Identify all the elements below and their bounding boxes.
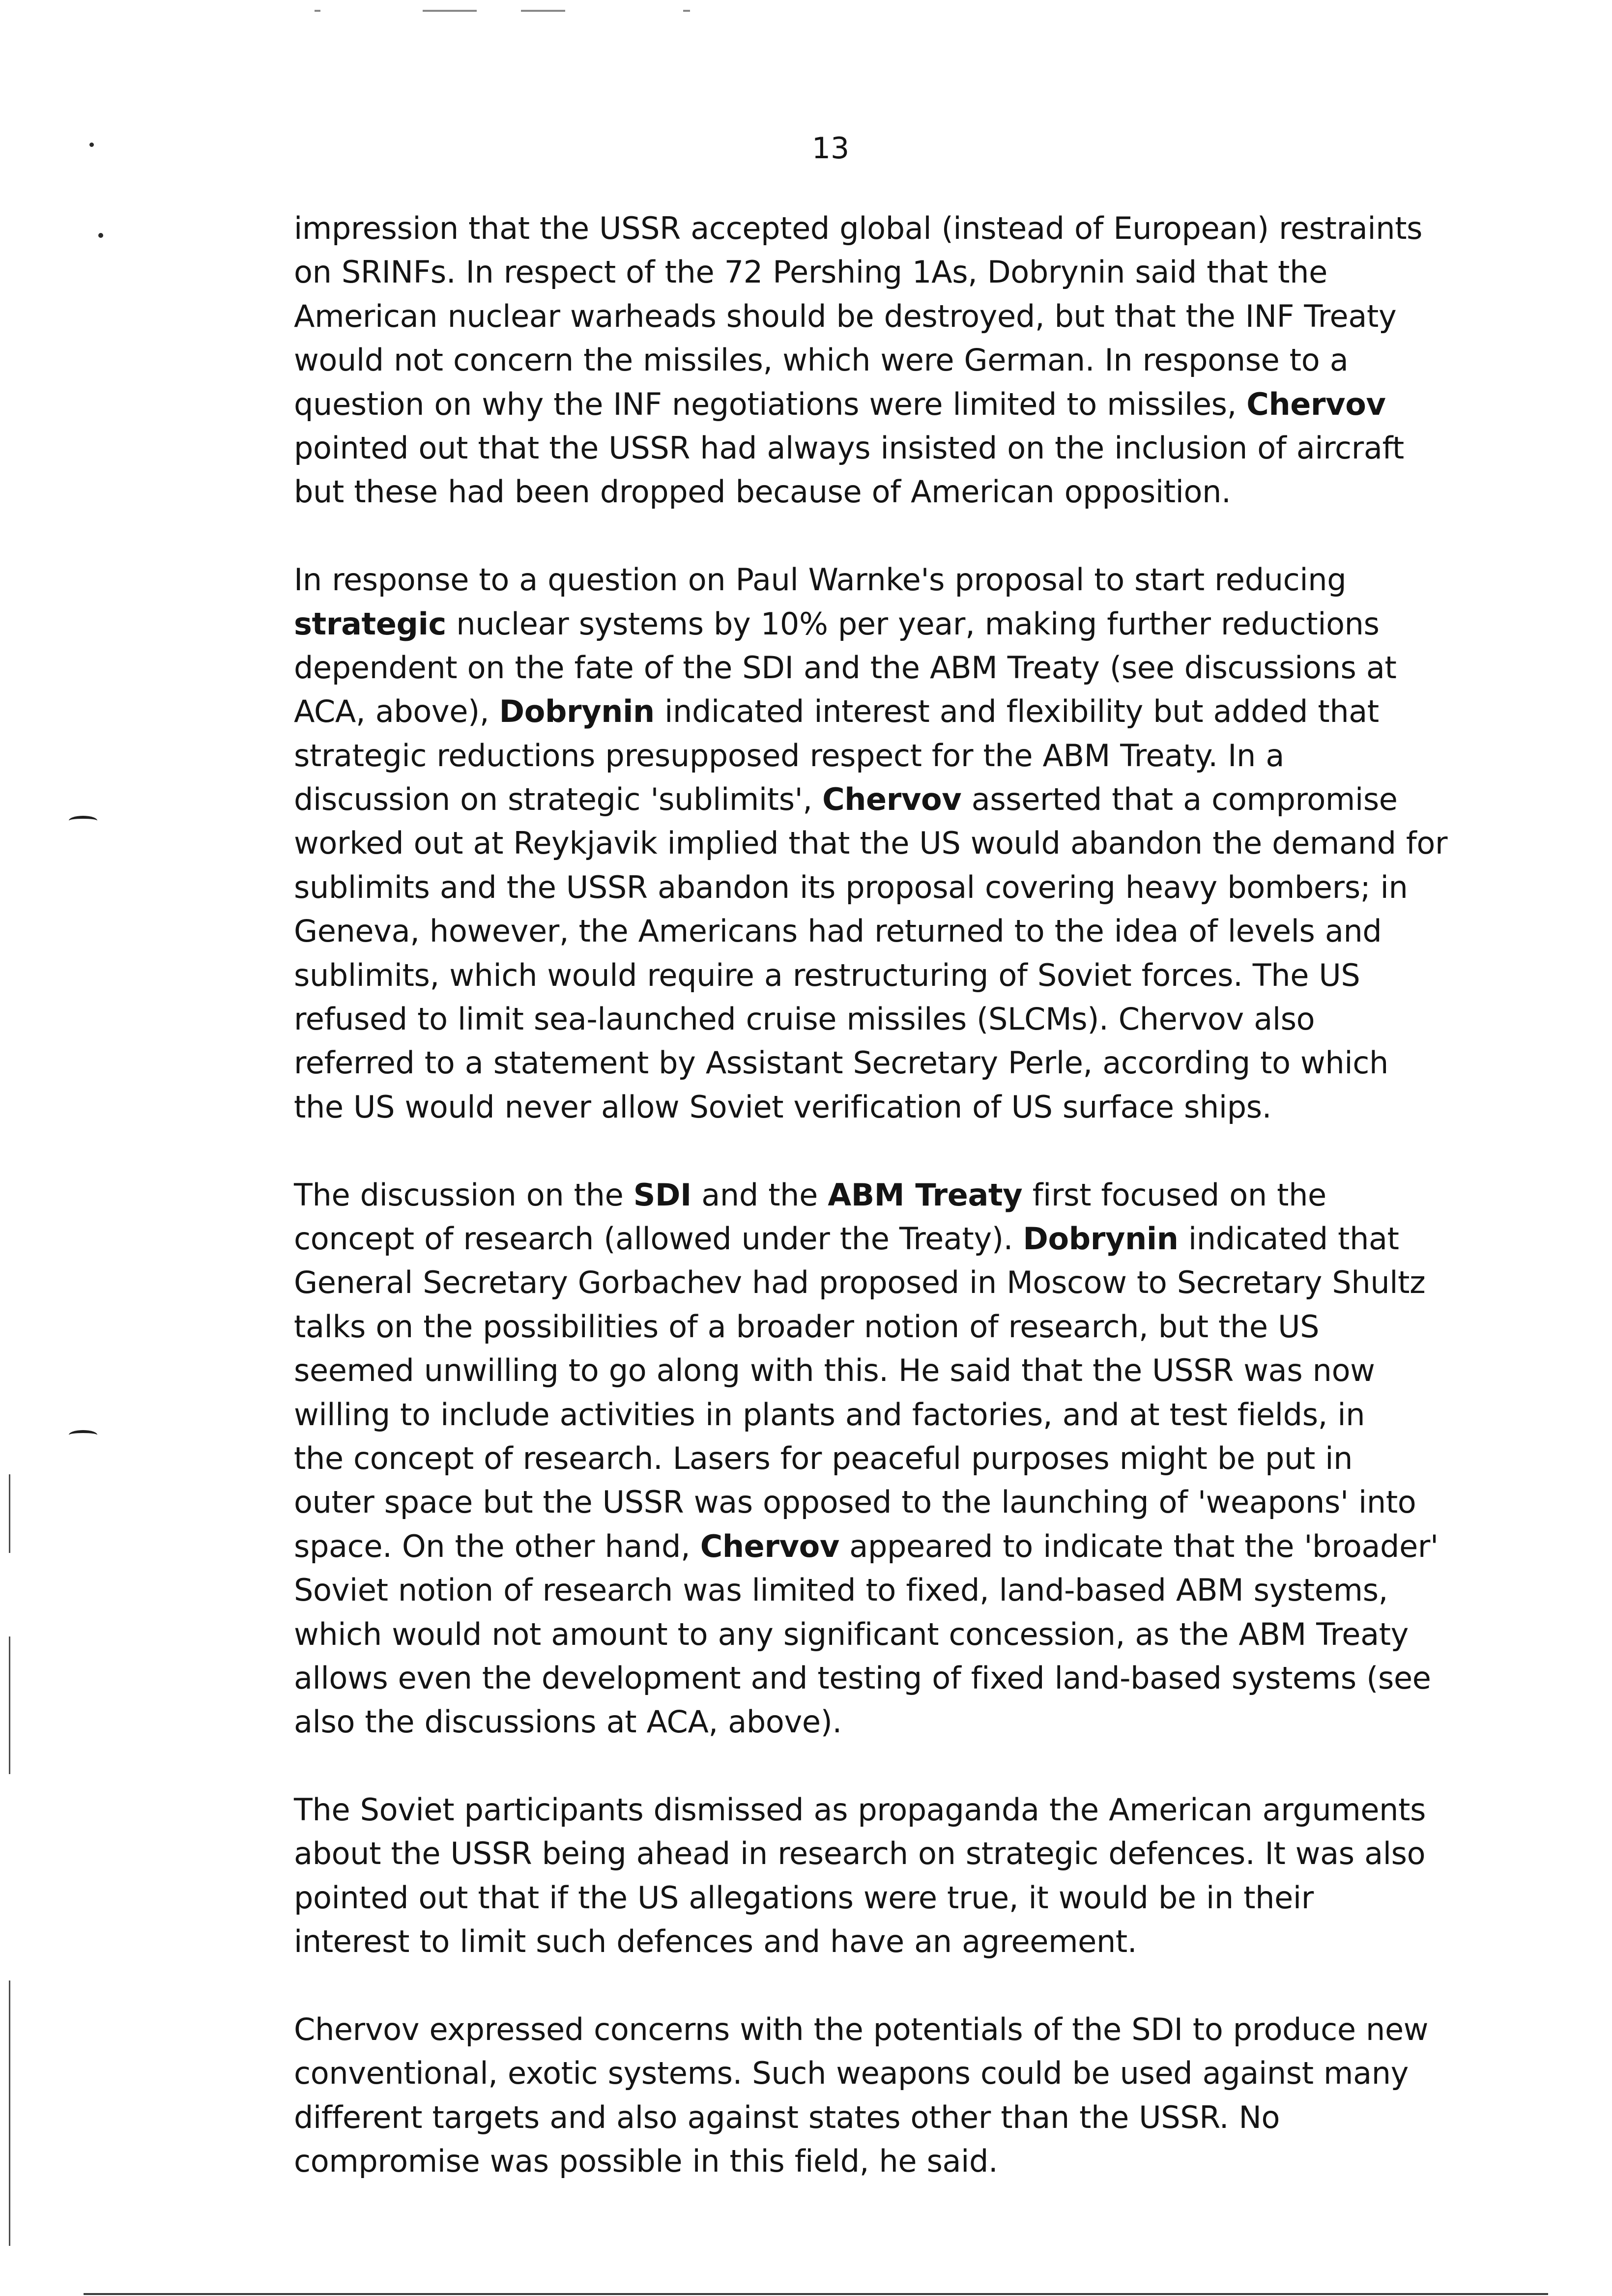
text-line [294, 646, 1483, 689]
text-line [294, 2095, 1483, 2139]
text-line [294, 1832, 1483, 1875]
text-line [294, 1700, 1483, 1744]
bold-text-run: ABM Treaty [828, 1177, 1023, 1213]
bold-text-run: SDI [633, 1177, 691, 1213]
text-line [294, 1876, 1483, 1920]
bold-text-run: Dobrynin [499, 693, 655, 730]
paragraph [294, 206, 1483, 514]
text-run: American nuclear warheads should be destroyed, but that the INF Treaty [294, 298, 1397, 334]
text-run: sublimits and the USSR abandon its proposal covering heavy bombers; in [294, 869, 1408, 905]
text-line [294, 558, 1483, 602]
scan-speck [423, 10, 477, 12]
text-run: indicated interest and flexibility but added that [654, 693, 1379, 730]
text-run: sublimits, which would require a restructuring of Soviet forces. The US [294, 957, 1360, 993]
text-run: question on why the INF negotiations were limited to missiles, [294, 386, 1247, 422]
text-run: interest to limit such defences and have an agreement. [294, 1923, 1137, 1960]
paragraph [294, 558, 1483, 1129]
text-run: worked out at Reykjavik implied that the US would abandon the demand for [294, 825, 1448, 861]
text-run: willing to include activities in plants and factories, and at test fields, in [294, 1396, 1365, 1433]
text-line [294, 382, 1483, 426]
text-run: and the [691, 1177, 828, 1213]
text-line [294, 1480, 1483, 1524]
scan-dot [89, 143, 94, 147]
text-run: ACA, above), [294, 693, 499, 730]
paragraph [294, 2008, 1483, 2183]
text-run: pointed out that the USSR had always insisted on the inclusion of aircraft [294, 430, 1404, 466]
text-run: first focused on the [1022, 1177, 1326, 1213]
text-line [294, 206, 1483, 250]
text-line [294, 602, 1483, 646]
text-line [294, 1436, 1483, 1480]
text-run: The Soviet participants dismissed as propaganda the American arguments [294, 1792, 1426, 1828]
text-run: Chervov expressed concerns with the potentials of the SDI to produce new [294, 2011, 1429, 2048]
text-line [294, 997, 1483, 1041]
text-run: pointed out that if the US allegations were true, it would be in their [294, 1879, 1314, 1916]
text-line [294, 1568, 1483, 1612]
text-line [294, 338, 1483, 382]
text-line [294, 1173, 1483, 1217]
body-text [294, 206, 1483, 2183]
text-line [294, 909, 1483, 953]
text-line [294, 1612, 1483, 1656]
text-line [294, 1920, 1483, 1963]
scan-mark [69, 1430, 97, 1440]
text-line [294, 1085, 1483, 1129]
text-line [294, 2139, 1483, 2183]
text-run: but these had been dropped because of American opposition. [294, 474, 1231, 510]
text-run: conventional, exotic systems. Such weapons could be used against many [294, 2055, 1409, 2092]
text-line [294, 1217, 1483, 1261]
scan-dot [98, 233, 103, 238]
text-line [294, 1041, 1483, 1085]
text-run: the US would never allow Soviet verification of US surface ships. [294, 1089, 1272, 1125]
text-run: different targets and also against states other than the USSR. No [294, 2099, 1280, 2135]
text-run: which would not amount to any significant concession, as the ABM Treaty [294, 1616, 1409, 1652]
bold-text-run: Chervov [1246, 386, 1386, 422]
text-run: asserted that a compromise [961, 781, 1398, 818]
text-run: would not concern the missiles, which were German. In response to a [294, 342, 1349, 378]
text-line [294, 953, 1483, 997]
text-line [294, 2051, 1483, 2095]
scan-edge-line [9, 1980, 10, 2246]
text-run: General Secretary Gorbachev had proposed in Moscow to Secretary Shultz [294, 1264, 1426, 1301]
scan-speck [521, 10, 565, 12]
text-line [294, 1393, 1483, 1436]
scan-mark [69, 816, 97, 826]
text-line [294, 250, 1483, 294]
text-run: Geneva, however, the Americans had returned to the idea of levels and [294, 913, 1382, 949]
text-line [294, 1524, 1483, 1568]
text-run: space. On the other hand, [294, 1528, 700, 1564]
text-run: the concept of research. Lasers for peaceful purposes might be put in [294, 1440, 1353, 1476]
text-run: nuclear systems by 10% per year, making further reductions [446, 605, 1380, 642]
text-line [294, 821, 1483, 865]
text-run: about the USSR being ahead in research on strategic defences. It was also [294, 1836, 1426, 1872]
scan-edge-line [9, 1474, 10, 1553]
text-run: impression that the USSR accepted global (instead of European) restraints [294, 210, 1423, 246]
scan-speck [683, 10, 690, 12]
page-number: 13 [811, 131, 850, 166]
text-run: dependent on the fate of the SDI and the ABM Treaty (see discussions at [294, 649, 1397, 686]
text-run: indicated that [1178, 1220, 1399, 1257]
text-run: outer space but the USSR was opposed to the launching of 'weapons' into [294, 1484, 1416, 1521]
text-line [294, 1261, 1483, 1304]
text-run: seemed unwilling to go along with this. He said that the USSR was now [294, 1352, 1375, 1389]
text-line [294, 865, 1483, 909]
text-run: on SRINFs. In respect of the 72 Pershing 1As, Dobrynin said that the [294, 254, 1327, 290]
bold-text-run: Dobrynin [1023, 1220, 1179, 1257]
text-run: concept of research (allowed under the Treaty). [294, 1220, 1023, 1257]
text-line [294, 426, 1483, 470]
text-run: referred to a statement by Assistant Secretary Perle, according to which [294, 1045, 1388, 1081]
bold-text-run: Chervov [700, 1528, 839, 1564]
text-line [294, 294, 1483, 338]
text-run: compromise was possible in this field, he said. [294, 2143, 998, 2180]
bold-text-run: strategic [294, 605, 446, 642]
text-line [294, 1788, 1483, 1832]
text-run: appeared to indicate that the 'broader' [839, 1528, 1439, 1564]
text-run: refused to limit sea-launched cruise missiles (SLCMs). Chervov also [294, 1001, 1315, 1037]
text-run: talks on the possibilities of a broader notion of research, but the US [294, 1308, 1320, 1345]
text-run: discussion on strategic 'sublimits', [294, 781, 823, 818]
text-line [294, 1656, 1483, 1700]
text-run: strategic reductions presupposed respect for the ABM Treaty. In a [294, 737, 1284, 774]
text-line [294, 1349, 1483, 1392]
text-run: Soviet notion of research was limited to fixed, land-based ABM systems, [294, 1572, 1388, 1608]
scan-speck [315, 10, 320, 12]
text-line [294, 734, 1483, 777]
text-line [294, 777, 1483, 821]
bold-text-run: Chervov [822, 781, 962, 818]
text-line [294, 2008, 1483, 2051]
text-run: also the discussions at ACA, above). [294, 1704, 842, 1740]
scan-bottom-rule [84, 2293, 1548, 2295]
text-line [294, 1305, 1483, 1349]
text-run: In response to a question on Paul Warnke's proposal to start reducing [294, 562, 1347, 598]
paragraph [294, 1173, 1483, 1744]
text-run: allows even the development and testing of fixed land-based systems (see [294, 1660, 1431, 1696]
text-run: The discussion on the [294, 1177, 633, 1213]
scan-edge-line [9, 1636, 10, 1774]
text-line [294, 470, 1483, 514]
paragraph [294, 1788, 1483, 1964]
text-line [294, 689, 1483, 733]
